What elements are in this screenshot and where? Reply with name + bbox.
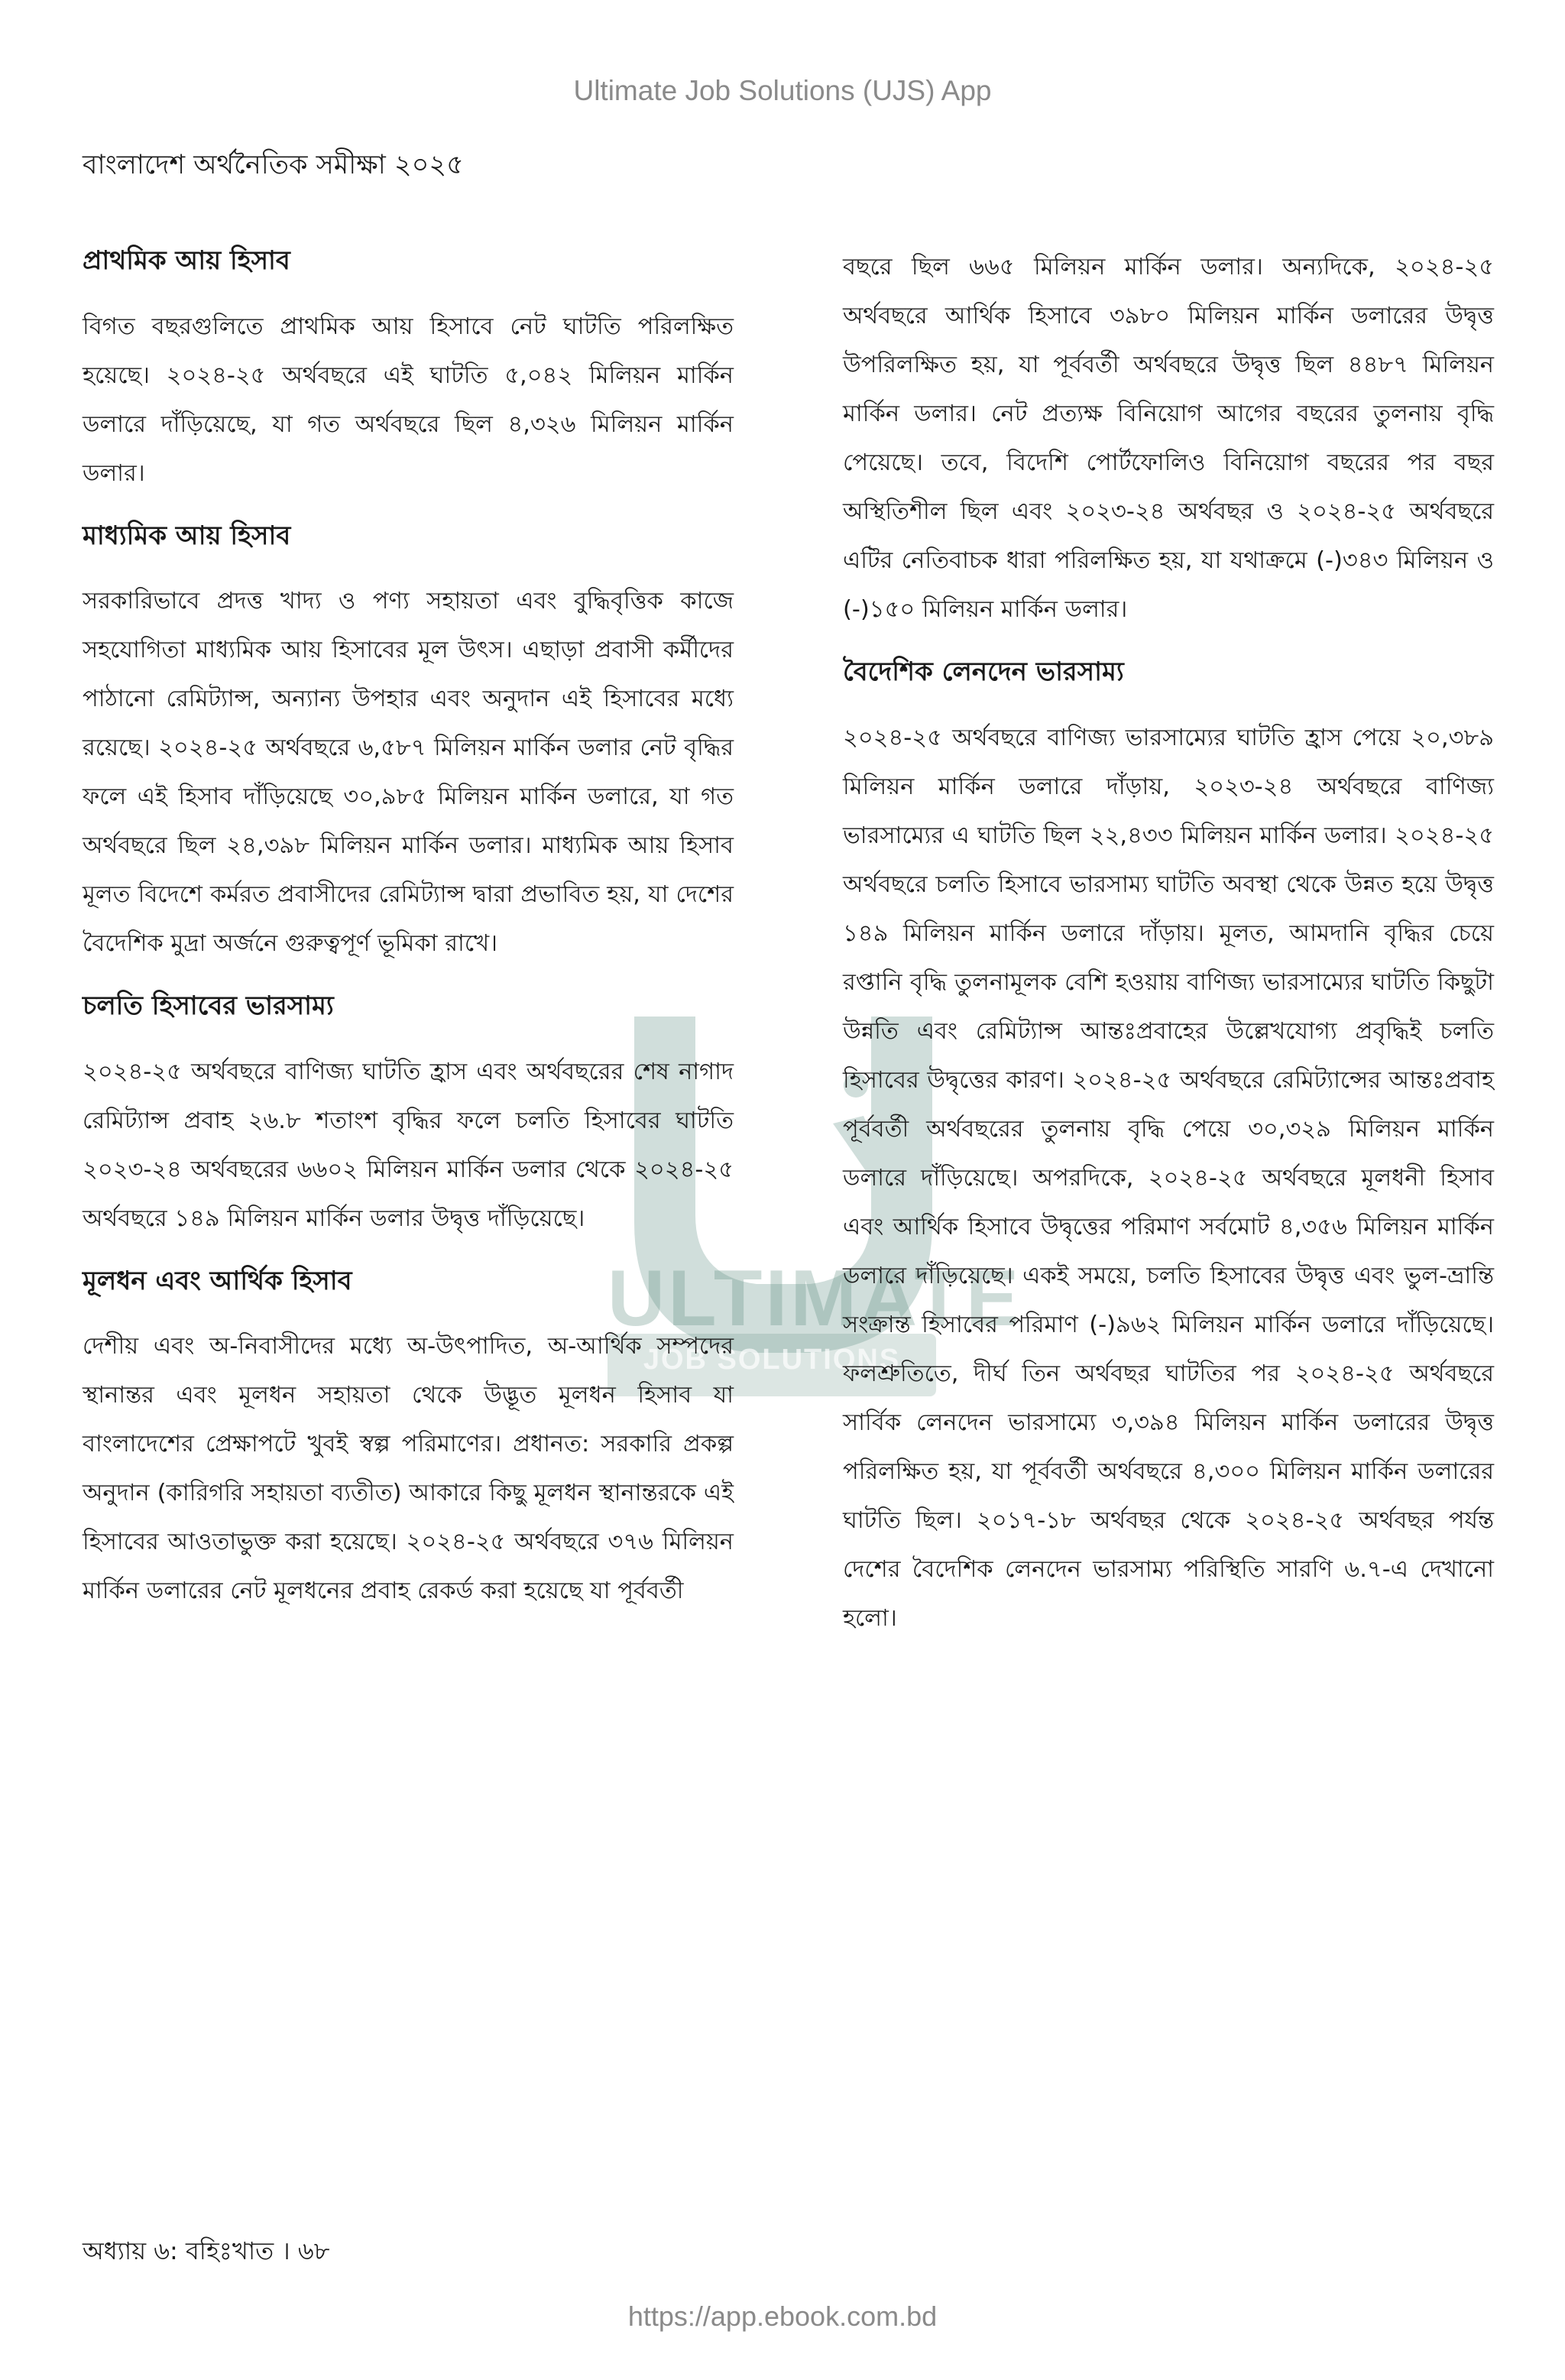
- section-heading-secondary-income: মাধ্যমিক আয় হিসাব: [83, 520, 291, 551]
- right-column: [843, 243, 1494, 1663]
- paragraph-primary-income: বিগত বছরগুলিতে প্রাথমিক আয় হিসাবে নেট ঘাটতি পরিলক্ষিত হয়েছে। ২০২৪-২৫ অর্থবছরে এই ঘাটতি ৫,০৪২ মিলিয়ন মার্কিন ডলারে দাঁড়িয়েছে, যা গত অর্থবছরে ছিল ৪,৩২৬ মিলিয়ন মার্কিন ডলার।: [83, 313, 734, 487]
- paragraph-balance-of-payments: ২০২৪-২৫ অর্থবছরে বাণিজ্য ভারসাম্যের ঘাটতি হ্রাস পেয়ে ২০,৩৮৯ মিলিয়ন মার্কিন ডলারে দাঁড়ায়, ২০২৩-২৪ অর্থবছরে বাণিজ্য ভারসাম্যের এ ঘাটতি ছিল ২২,৪৩৩ মিলিয়ন মার্কিন ডলার। ২০২৪-২৫ অর্থবছরে চলতি হিসাবে ভারসাম্য ঘাটতি অবস্থা থেকে উন্নত হয়ে উদ্বৃত্ত ১৪৯ মিলিয়ন মার্কিন ডলারে দাঁড়ায়। মূলত, আমদানি বৃদ্ধির চেয়ে রপ্তানি বৃদ্ধি তুলনামূলক বেশি হওয়ায় বাণিজ্য ভারসাম্যের ঘাটতি কিছুটা উন্নতি এবং রেমিট্যান্স আন্তঃপ্রবাহের উল্লেখযোগ্য প্রবৃদ্ধিই চলতি হিসাবের উদ্বৃত্তের কারণ। ২০২৪-২৫ অর্থবছরে রেমিট্যান্সের আন্তঃপ্রবাহ পূর্ববর্তী অর্থবছরের তুলনায় বৃদ্ধি পেয়ে ৩০,৩২৯ মিলিয়ন মার্কিন ডলারে দাঁড়িয়েছে। অপরদিকে, ২০২৪-২৫ অর্থবছরে মূলধনী হিসাব এবং আর্থিক হিসাবে উদ্বৃত্তের পরিমাণ সর্বমোট ৪,৩৫৬ মিলিয়ন মার্কিন ডলারে দাঁড়িয়েছে। একই সময়ে, চলতি হিসাবের উদ্বৃত্ত এবং ভুল-ভ্রান্তি সংক্রান্ত হিসাবের পরিমাণ (-)৯৬২ মিলিয়ন মার্কিন ডলারে দাঁড়িয়েছে। ফলশ্রুতিতে, দীর্ঘ তিন অর্থবছর ঘাটতির পর ২০২৪-২৫ অর্থবছরে সার্বিক লেনদেন ভারসাম্যে ৩,৩৯৪ মিলিয়ন মার্কিন ডলারের উদ্বৃত্ত পরিলক্ষিত হয়, যা পূর্ববর্তী অর্থবছরে ৪,৩০০ মিলিয়ন মার্কিন ডলারের ঘাটতি ছিল। ২০১৭-১৮ অর্থবছর থেকে ২০২৪-২৫ অর্থবছর পর্যন্ত দেশের বৈদেশিক লেনদেন ভারসাম্য পরিস্থিতি সারণি ৬.৭-এ দেখানো হলো।: [843, 724, 1494, 1632]
- paragraph-capital-financial: দেশীয় এবং অ-নিবাসীদের মধ্যে অ-উৎপাদিত, অ-আর্থিক সম্পদের স্থানান্তর এবং মূলধন সহায়তা থেকে উদ্ভূত মূলধন হিসাব যা বাংলাদেশের প্রেক্ষাপটে খুবই স্বল্প পরিমাণের। প্রধানত: সরকারি প্রকল্প অনুদান (কারিগরি সহায়তা ব্যতীত) আকারে কিছু মূলধন স্থানান্তরকে এই হিসাবের আওতাভুক্ত করা হয়েছে। ২০২৪-২৫ অর্থবছরে ৩৭৬ মিলিয়ন মার্কিন ডলারের নেট মূলধনের প্রবাহ রেকর্ড করা হয়েছে যা পূর্ববর্তী: [83, 1333, 734, 1605]
- watermark-pill-text: JOB SOLUTIONS: [643, 1344, 901, 1376]
- paragraph-secondary-income: সরকারিভাবে প্রদত্ত খাদ্য ও পণ্য সহায়তা এবং বুদ্ধিবৃত্তিক কাজে সহযোগিতা মাধ্যমিক আয় হিসাবের মূল উৎস। এছাড়া প্রবাসী কর্মীদের পাঠানো রেমিট্যান্স, অন্যান্য উপহার এবং অনুদান এই হিসাবের মধ্যে রয়েছে। ২০২৪-২৫ অর্থবছরে ৬,৫৮৭ মিলিয়ন মার্কিন ডলার নেট বৃদ্ধির ফলে এই হিসাব দাঁড়িয়েছে ৩০,৯৮৫ মিলিয়ন মার্কিন ডলারে, যা গত অর্থবছরে ছিল ২৪,৩৯৮ মিলিয়ন মার্কিন ডলার। মাধ্যমিক আয় হিসাব মূলত বিদেশে কর্মরত প্রবাসীদের রেমিট্যান্স দ্বারা প্রভাবিত হয়, যা দেশের বৈদেশিক মুদ্রা অর্জনে গুরুত্বপূর্ণ ভূমিকা রাখে।: [83, 588, 734, 958]
- watermark-logo-text: ULTIMATE: [608, 1254, 1022, 1343]
- section-heading-current-account: চলতি হিসাবের ভারসাম্য: [83, 991, 334, 1022]
- paragraph-current-account: ২০২৪-২৫ অর্থবছরে বাণিজ্য ঘাটতি হ্রাস এবং অর্থবছরের শেষ নাগাদ রেমিট্যান্স প্রবাহ ২৬.৮ শতাংশ বৃদ্ধির ফলে চলতি হিসাবের ঘাটতি ২০২৩-২৪ অর্থবছরের ৬৬০২ মিলিয়ন মার্কিন ডলার থেকে ২০২৪-২৫ অর্থবছরে ১৪৯ মিলিয়ন মার্কিন ডলার উদ্বৃত্ত দাঁড়িয়েছে।: [83, 1058, 734, 1232]
- left-column: [83, 243, 734, 1636]
- paragraph-capital-financial-continued: বছরে ছিল ৬৬৫ মিলিয়ন মার্কিন ডলার। অন্যদিকে, ২০২৪-২৫ অর্থবছরে আর্থিক হিসাবে ৩৯৮০ মিলিয়ন মার্কিন ডলারের উদ্বৃত্ত উপরিলক্ষিত হয়, যা পূর্ববর্তী অর্থবছরে উদ্বৃত্ত ছিল ৪৪৮৭ মিলিয়ন মার্কিন ডলার। নেট প্রত্যক্ষ বিনিয়োগ আগের বছরের তুলনায় বৃদ্ধি পেয়েছে। তবে, বিদেশি পোর্টফোলিও বিনিয়োগ বছরের পর বছর অস্থিতিশীল ছিল এবং ২০২৩-২৪ অর্থবছর ও ২০২৪-২৫ অর্থবছরে এটির নেতিবাচক ধারা পরিলক্ষিত হয়, যা যথাক্রমে (-)৩৪৩ মিলিয়ন ও (-)১৫০ মিলিয়ন মার্কিন ডলার।: [843, 254, 1494, 623]
- section-heading-primary-income: প্রাথমিক আয় হিসাব: [83, 245, 290, 276]
- footer-url[interactable]: https://app.ebook.com.bd: [627, 2301, 938, 2332]
- app-title: Ultimate Job Solutions (UJS) App: [573, 75, 992, 106]
- chapter-page-footer: অধ্যায় ৬: বহিঃখাত । ৬৮: [83, 2236, 330, 2265]
- running-head: বাংলাদেশ অর্থনৈতিক সমীক্ষা ২০২৫: [83, 150, 464, 180]
- section-heading-balance-of-payments: বৈদেশিক লেনদেন ভারসাম্য: [843, 657, 1124, 687]
- section-heading-capital-financial: মূলধন এবং আর্থিক হিসাব: [83, 1265, 352, 1296]
